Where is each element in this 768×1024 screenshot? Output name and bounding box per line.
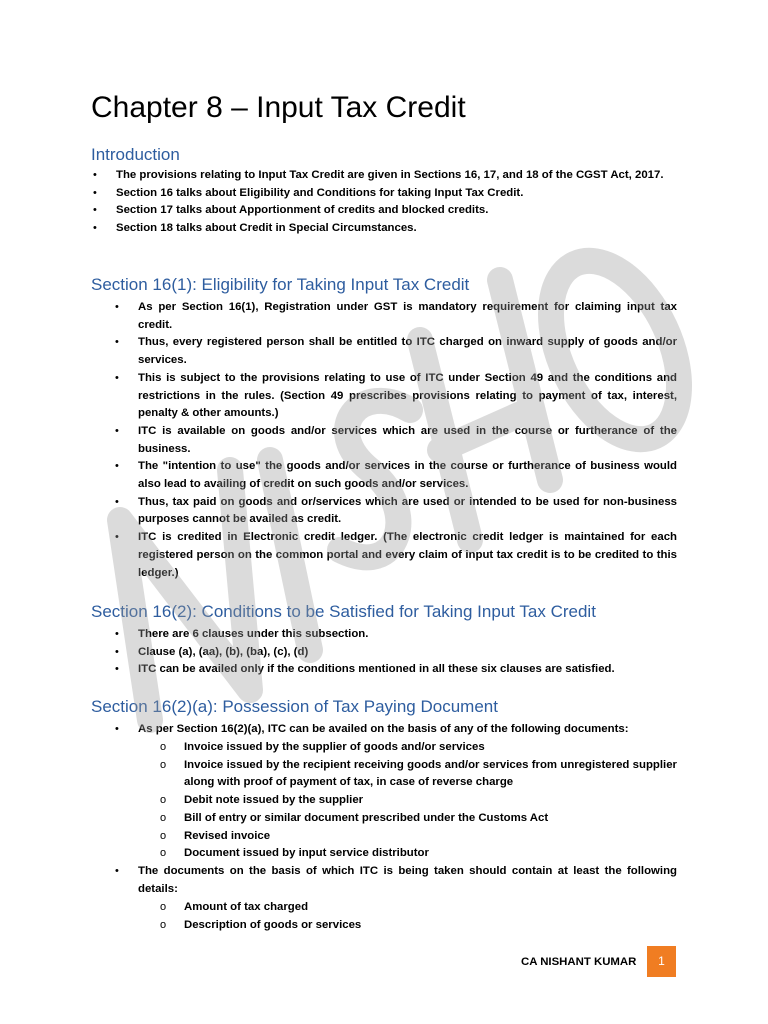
details-sublist — [160, 899, 677, 934]
list-item: o Invoice issued by the recipient receiving goods and/or services from unregistered supplier along with proof of payment of tax, in case of reverse charge — [160, 758, 677, 789]
bullet-icon: • — [115, 628, 119, 640]
list-item: • Section 16 talks about Eligibility and Conditions for taking Input Tax Credit. — [91, 185, 677, 203]
section-16-2-list — [113, 626, 677, 679]
list-item: • The provisions relating to Input Tax Credit are given in Sections 16, 17, and 18 of the CGST Act, 2017. — [91, 167, 677, 185]
bullet-icon: • — [115, 460, 119, 473]
list-item: o Document issued by input service distributor — [160, 845, 677, 863]
list-item: • The "intention to use" the goods and/or services in the course or furtherance of business would also lead to availing of credit on such goods and/or services. — [115, 460, 677, 491]
page-number-badge: 1 — [647, 946, 676, 977]
list-item: o Bill of entry or similar document prescribed under the Customs Act — [160, 810, 677, 828]
bullet-icon: • — [115, 371, 119, 384]
bullet-icon: • — [115, 663, 119, 676]
list-item: • ITC can be availed only if the conditions mentioned in all these six clauses are satisfied. — [113, 661, 677, 679]
bullet-icon: • — [93, 222, 97, 235]
list-item: o Debit note issued by the supplier — [160, 792, 677, 810]
section-16-1-list — [113, 299, 677, 582]
list-item: • There are 6 clauses under this subsection. — [113, 626, 677, 644]
bullet-icon: • — [115, 865, 119, 877]
section-16-2-heading: Section 16(2): Conditions to be Satisfied for Taking Input Tax Credit — [91, 602, 596, 621]
list-item: • This is subject to the provisions relating to use of ITC under Section 49 and the conditions and restrictions in the rules. (Section 49 prescribes provisions relating to payment of tax, interest, penalty & other amounts.) — [115, 371, 677, 420]
bullet-icon: • — [115, 723, 119, 735]
section-16-2-a-list — [113, 721, 677, 739]
bullet-icon: • — [115, 336, 119, 349]
section-16-2-a-heading: Section 16(2)(a): Possession of Tax Paying Document — [91, 697, 498, 716]
bullet-icon: • — [115, 645, 119, 658]
list-item: o Amount of tax charged — [160, 899, 677, 917]
list-item: • As per Section 16(1), Registration under GST is mandatory requirement for claiming input tax credit. — [115, 301, 677, 331]
circle-bullet-icon: o — [160, 811, 167, 824]
section-16-1-heading: Section 16(1): Eligibility for Taking Input Tax Credit — [91, 275, 470, 294]
bullet-icon: • — [115, 495, 119, 508]
list-item: • Thus, every registered person shall be entitled to ITC charged on inward supply of goods and/or services. — [115, 336, 677, 367]
bullet-icon: • — [115, 531, 119, 544]
list-item: • Section 18 talks about Credit in Special Circumstances. — [91, 220, 677, 238]
list-item: • The documents on the basis of which ITC is being taken should contain at least the following details: — [115, 865, 677, 895]
circle-bullet-icon: o — [160, 794, 167, 807]
intro-list — [91, 167, 677, 238]
list-item: • As per Section 16(2)(a), ITC can be availed on the basis of any of the following documents: — [113, 721, 677, 739]
chapter-title: Chapter 8 – Input Tax Credit — [91, 91, 466, 124]
list-item: • ITC is available on goods and/or services which are used in the course or furtherance of the business. — [115, 424, 677, 455]
details-bullet — [113, 863, 677, 898]
list-item: o Invoice issued by the supplier of goods and/or services — [160, 739, 677, 757]
bullet-icon: • — [115, 301, 119, 313]
list-item: • Thus, tax paid on goods and or/services which are used or intended to be used for non-business purposes cannot be availed as credit. — [115, 495, 677, 526]
bullet-icon: • — [93, 186, 97, 199]
list-item: • Clause (a), (aa), (b), (ba), (c), (d) — [113, 644, 677, 662]
bullet-icon: • — [93, 169, 97, 181]
bullet-icon: • — [93, 204, 97, 217]
list-item: o Description of goods or services — [160, 917, 677, 935]
list-item: • Section 17 talks about Apportionment of credits and blocked credits. — [91, 202, 677, 220]
bullet-icon: • — [115, 424, 119, 437]
documents-sublist — [160, 739, 677, 863]
circle-bullet-icon: o — [160, 901, 167, 913]
circle-bullet-icon: o — [160, 758, 167, 771]
circle-bullet-icon: o — [160, 918, 167, 931]
circle-bullet-icon: o — [160, 741, 167, 753]
list-item: o Revised invoice — [160, 828, 677, 846]
circle-bullet-icon: o — [160, 847, 167, 860]
footer-author: CA NISHANT KUMAR — [521, 956, 637, 968]
circle-bullet-icon: o — [160, 829, 167, 842]
intro-heading: Introduction — [91, 145, 180, 164]
list-item: • ITC is credited in Electronic credit ledger. (The electronic credit ledger is maintained for each registered person on the common portal and every claim of input tax credit is to be credited to this ledger.) — [115, 531, 677, 579]
